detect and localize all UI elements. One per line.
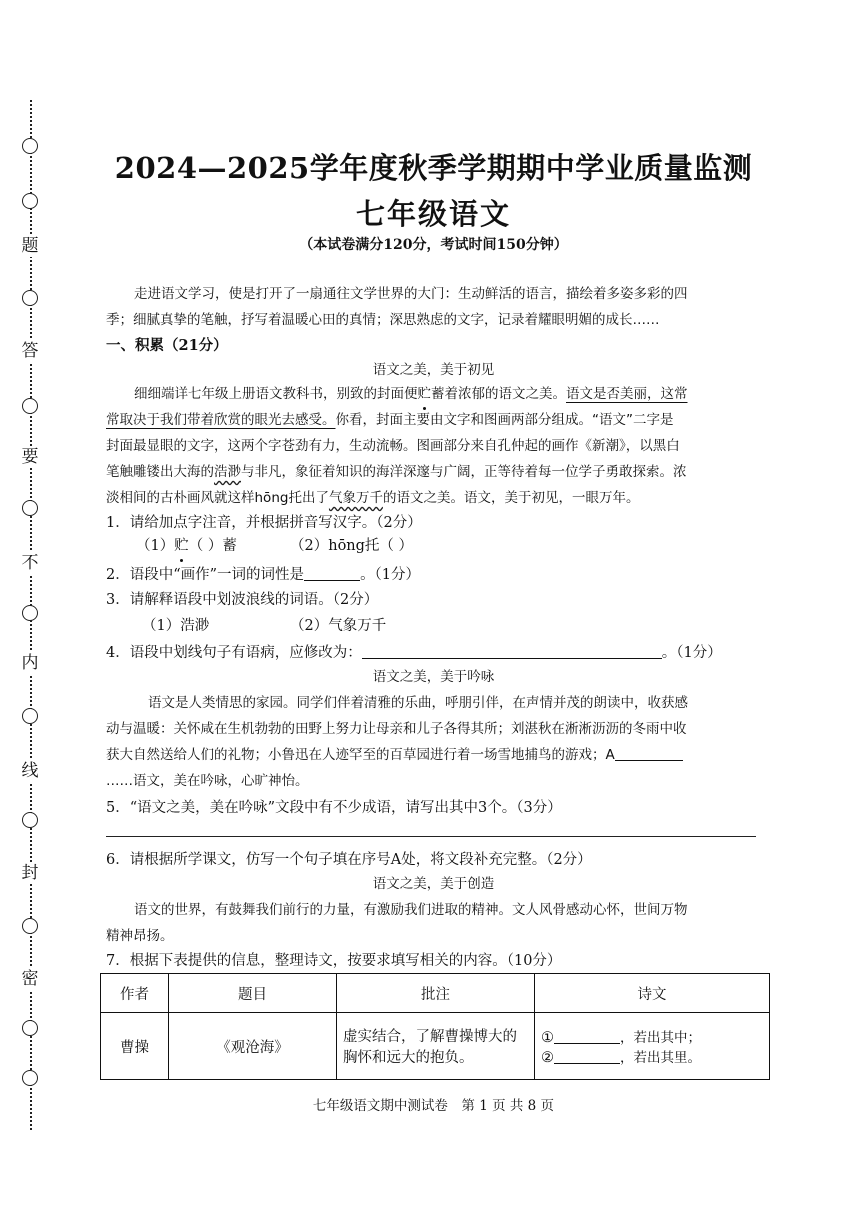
table-header: 诗文 (535, 974, 770, 1013)
passage-title: 语文之美，美于吟咏 (372, 669, 495, 685)
table-row (101, 1013, 770, 1080)
binding-char: 线 (19, 760, 41, 782)
passage-line (106, 485, 639, 511)
binding-margin (18, 100, 44, 1130)
intro-line-2: 季；细腻真挚的笔触，抒写着温暖心田的真情；深思熟虑的文字，记录着耀眼明媚的成长…… (106, 312, 660, 328)
exam-subtitle: 七年级语文 (355, 197, 511, 231)
passage-line (106, 407, 674, 433)
table-header: 题目 (169, 974, 337, 1013)
passage-line: 语文是人类情思的家园。同学们伴着清雅的乐曲，呼朋引伴，在声情并茂的朗读中，收获感 (148, 695, 688, 711)
binding-char: 封 (19, 862, 41, 884)
passage-text: 笔触雕镂出大海的 (106, 464, 214, 480)
q1-sub-1: （1）贮（ ）蓄 (136, 533, 237, 559)
binding-circle (22, 500, 38, 516)
table-header: 作者 (101, 974, 169, 1013)
question-6: 6．请根据所学课文，仿写一个句子填在序号A处，将文段补充完整。（2分） (106, 852, 592, 868)
question-7: 7．根据下表提供的信息，整理诗文，按要求填写相关的内容。（10分） (106, 953, 562, 969)
wavy-word: 浩渺 (214, 464, 241, 480)
underlined-sentence: 常取决于我们带着欣赏的眼光去感受。 (106, 412, 336, 428)
passage-line: ……语文，美在吟咏，心旷神怡。 (106, 773, 309, 789)
binding-char: 答 (19, 340, 41, 362)
passage-line: 封面最显眼的文字，这两个字苍劲有力，生动流畅。图画部分来自孔仲起的画作《新潮》，以黑白 (106, 438, 680, 454)
binding-circle (22, 605, 38, 621)
binding-circle (22, 398, 38, 414)
binding-circle (22, 290, 38, 306)
q1-sub-2: （2）hōng托（ ） (290, 538, 414, 554)
dotted-char: 贮 (174, 533, 189, 559)
exam-note: （本试卷满分120分，考试时间150分钟） (299, 237, 568, 253)
wavy-word: 气象万千 (328, 490, 383, 506)
passage-text: 淡相间的古朴画风就这样hōng托出了 (106, 490, 329, 506)
answer-blank[interactable] (554, 1027, 620, 1044)
cell-note: 虚实结合，了解曹操博大的 胸怀和远大的抱负。 (337, 1013, 535, 1080)
answer-blank[interactable] (304, 564, 360, 581)
passage-line: 动与温暖：关怀咸在生机勃勃的田野上努力让母亲和儿子各得其所；刘湛秋在淅淅沥沥的冬雨中收 (106, 721, 687, 737)
binding-circle (22, 918, 38, 934)
binding-char: 密 (19, 968, 41, 990)
binding-circle (22, 708, 38, 724)
poem-line-2: ② ，若出其里。 (541, 1046, 763, 1066)
section-heading: 一、积累（21分） (106, 337, 228, 354)
poem-table (100, 973, 770, 1080)
q3-sub-1: （1）浩渺 (142, 618, 210, 634)
passage-line (134, 381, 688, 407)
passage-text: 你看，封面主要由文字和图画两部分组成。“语文”二字是 (335, 412, 674, 428)
answer-blank-a[interactable] (615, 744, 683, 761)
table-header-row (101, 974, 770, 1013)
binding-circle (22, 812, 38, 828)
exam-title: 2024—2025学年度秋季学期期中学业质量监测 (114, 151, 753, 185)
answer-line[interactable] (106, 836, 756, 837)
poem-line-1: ① ，若出其中； (541, 1026, 763, 1046)
answer-blank[interactable] (554, 1047, 620, 1064)
cell-author: 曹操 (101, 1013, 169, 1080)
page-footer: 七年级语文期中测试卷 第 1 页 共 8 页 (312, 1098, 555, 1114)
binding-char: 要 (19, 446, 41, 468)
passage-line: 语文的世界，有鼓舞我们前行的力量，有激励我们进取的精神。文人风骨感动心怀，世间万物 (134, 902, 688, 918)
dotted-char: 贮 (418, 381, 432, 407)
passage-text: 的语文之美。语文，美于初见，一眼万年。 (382, 490, 640, 506)
binding-char: 内 (19, 652, 41, 674)
binding-char: 不 (19, 552, 41, 574)
question-4: 4．语段中划线句子有语病，应修改为： 。（1分） (106, 640, 722, 666)
passage-line: 获大自然送给人们的礼物；小鲁迅在人迹罕至的百草园进行着一场雪地捕鸟的游戏；A (106, 742, 683, 768)
passage-text: 与非凡，象征着知识的海洋深邃与广阔，正等待着每一位学子勇敢探索。浓 (241, 464, 687, 480)
passage-line: 精神昂扬。 (106, 928, 174, 944)
cell-title: 《观沧海》 (169, 1013, 337, 1080)
binding-char: 题 (19, 235, 41, 257)
passage-title: 语文之美，美于初见 (372, 362, 495, 378)
q3-sub-2: （2）气象万千 (290, 618, 387, 634)
question-5: 5．“语文之美，美在吟咏”文段中有不少成语，请写出其中3个。（3分） (106, 800, 562, 816)
question-1: 1．请给加点字注音，并根据拼音写汉字。（2分） (106, 515, 422, 531)
passage-text: 蓄着浓郁的语文之美。 (431, 386, 566, 402)
underlined-sentence: 语文是否美丽，这常 (566, 386, 688, 402)
binding-circle (22, 1020, 38, 1036)
passage-title: 语文之美，美于创造 (372, 876, 495, 892)
intro-line-1: 走进语文学习，使是打开了一扇通往文学世界的大门：生动鲜活的语言，描绘着多姿多彩的四 (134, 286, 688, 302)
passage-line (106, 459, 687, 485)
table-header: 批注 (337, 974, 535, 1013)
question-3: 3．请解释语段中划波浪线的词语。（2分） (106, 592, 379, 608)
binding-circle (22, 1070, 38, 1086)
passage-text: 细细端详七年级上册语文教科书，别致的封面便 (134, 386, 418, 402)
question-2: 2．语段中“画作”一词的词性是 。（1分） (106, 562, 420, 588)
answer-blank[interactable] (362, 642, 662, 659)
cell-poem (535, 1013, 770, 1080)
